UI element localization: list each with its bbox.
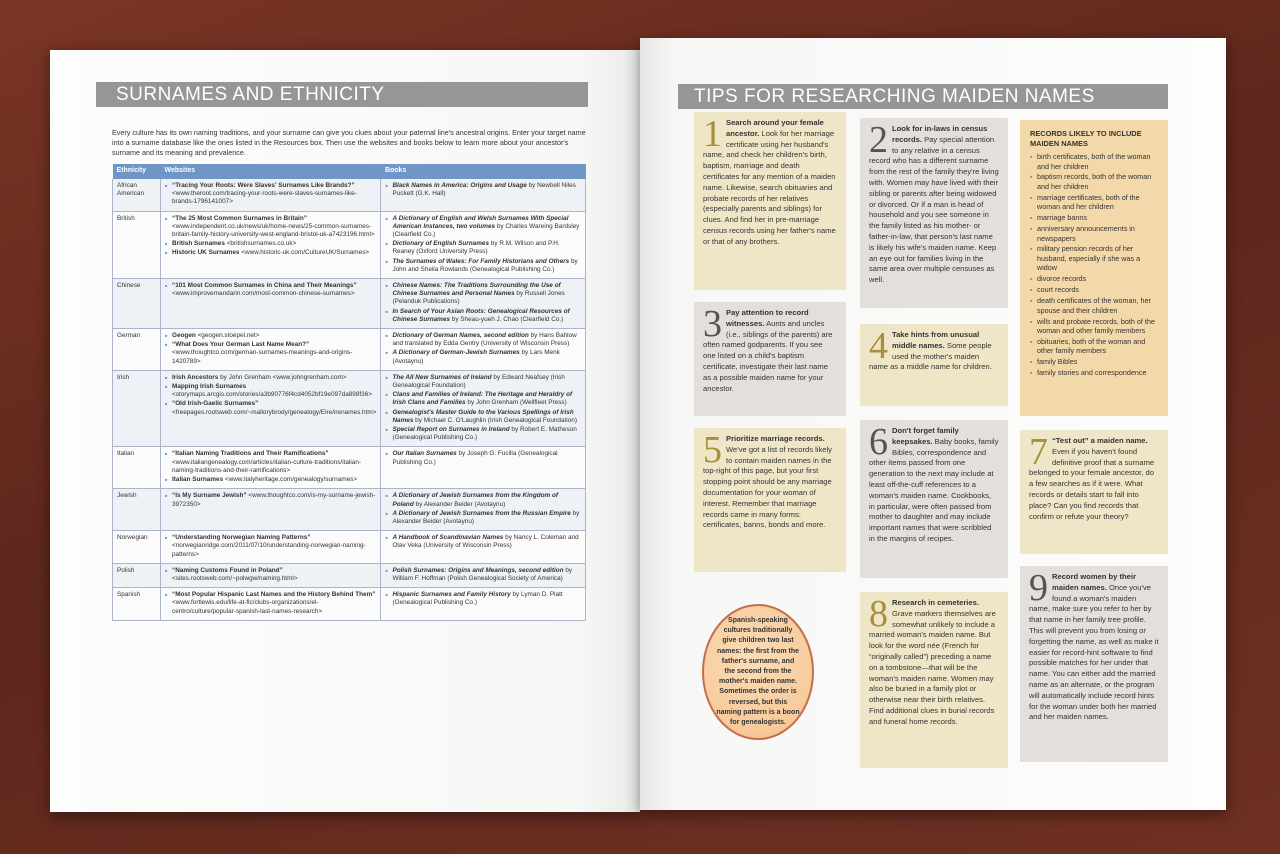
book-entry [385, 426, 581, 442]
website-title: Irish Ancestors [172, 373, 219, 381]
books-list [385, 534, 581, 550]
website-title: “Understanding Norwegian Naming Patterns” [172, 534, 311, 542]
book-title: A Dictionary of German-Jewish Surnames [392, 349, 520, 357]
records-item: ■ obituaries, both of the woman and other family members [1030, 337, 1158, 356]
book-entry [385, 374, 581, 390]
tip-title: Pay attention to record witnesses. [726, 308, 809, 328]
section-banner-tips: TIPS FOR RESEARCHING MAIDEN NAMES [678, 84, 1168, 109]
ethnicity-cell: Irish [113, 370, 161, 447]
books-cell [381, 279, 586, 329]
tip-body: Grave markers themselves are somewhat unlikely to include a married woman's maiden name. But look for the word née (French for “originally called”) preceding a name on a tombstone—that will be the woman's maiden name. Women may also be buried in a family plot or otherwise near their birth relatives. Find additional clues in burial records and funeral home records. [869, 608, 996, 726]
book-title: Dictionary of German Names, second edition [392, 332, 529, 340]
website-detail: <www.thoughtco.com/is-my-surname-jewish-3972350> [172, 492, 376, 508]
website-title: “What Does Your German Last Name Mean?” [172, 341, 310, 349]
tip-box-1 [694, 112, 846, 290]
books-cell [381, 531, 586, 564]
tip-body: Look for her marriage certificate using her husband's name, and check her children's birth, baptism, marriage and death certificates for any mention of a maiden name. Likewise, search obituaries and probate records of her relatives (especially parents and siblings) for clues. And find her in pre-marriage census records using her father's name or that of any brothers. [703, 128, 836, 246]
records-item: ■ family Bibles [1030, 357, 1158, 367]
table-row [113, 179, 586, 211]
book-title: A Dictionary of Jewish Surnames from the Russian Empire [392, 509, 571, 517]
book-entry [385, 409, 581, 425]
ethnicity-cell: Polish [113, 563, 161, 587]
tip-number: 1 [703, 113, 722, 155]
ethnicity-cell: British [113, 211, 161, 278]
websites-cell [161, 563, 381, 587]
websites-cell [161, 531, 381, 564]
website-entry [165, 341, 376, 366]
website-detail: <sites.rootsweb.com/~polwgw/naming.html> [172, 574, 298, 582]
records-item: ■ wills and probate records, both of the woman and other family members [1030, 317, 1158, 336]
book-detail: by Joseph G. Fucilla (Genealogical Publishing Co.) [392, 450, 558, 466]
website-title: Mapping Irish Surnames [172, 383, 247, 391]
websites-list [165, 492, 376, 508]
tip-body: Aunts and uncles (i.e., siblings of the parents) are often named godparents. If you see one listed on a child's baptism certificate, investigate their last name as a possible maiden name for your ancestor. [703, 318, 833, 393]
website-detail: <freepages.rootsweb.com/~mallorybrody/genealogy/Eire/irenames.htm> [172, 408, 377, 416]
intro-paragraph: Every culture has its own naming traditions, and your surname can give you clues about your paternal line's ancestral origins. Enter your target name into a surname database like the ones listed in the Resources box. Then use the websites and books below to learn more about your ancestor's surname and its meaning and prevalence. [112, 128, 586, 157]
tip-number: 2 [869, 119, 888, 161]
books-list [385, 332, 581, 366]
records-item: ■ birth certificates, both of the woman and her children [1030, 152, 1158, 171]
book-detail: by Robert E. Matheson (Genealogical Publishing Co.) [392, 426, 577, 442]
surnames-table [112, 164, 586, 621]
book-entry [385, 258, 581, 274]
book-detail: by Russell Jones (Pelanduk Publications) [392, 290, 565, 306]
book-entry [385, 332, 581, 348]
website-detail: <www.improvemandarin.com/most-common-chinese-surnames> [172, 290, 355, 298]
table-row [113, 279, 586, 329]
book-entry [385, 391, 581, 407]
table-row [113, 370, 586, 447]
websites-list [165, 282, 376, 298]
book-title: Genealogist's Master Guide to the Various Spellings of Irish Names [392, 408, 574, 424]
books-list [385, 492, 581, 526]
book-entry [385, 510, 581, 526]
tip-box-4 [860, 324, 1008, 406]
records-item: ■ divorce records [1030, 274, 1158, 284]
tip-box-3 [694, 302, 846, 416]
tip-title: Look for in-laws in census records. [892, 124, 988, 144]
website-title: “Tracing Your Roots: Were Slaves' Surnames Like Brands?” [172, 182, 355, 189]
book-detail: by R.M. Wilson and P.H. Reaney (Oxford University Press) [392, 240, 560, 256]
tip-body: Once you've found a woman's maiden name, make sure you refer to her by that name in her family tree profile. This will prevent you from losing or forgetting the name, as well as make it easier for record-hint software to find possible matches for her under that name. You can either add the married name as an alternate, or the program will automatically include record hints for the woman under both her married and her maiden names. [1029, 582, 1159, 722]
records-list [1030, 152, 1158, 378]
websites-cell [161, 279, 381, 329]
website-detail: <storymaps.arcgis.com/stories/a3b90776f4cd4052bf19e097da898f36> [172, 391, 373, 399]
books-list [385, 282, 581, 324]
websites-cell [161, 329, 381, 371]
website-title: “Old Irish-Gaelic Surnames” [172, 400, 259, 408]
records-item: ■ anniversary announcements in newspapers [1030, 224, 1158, 243]
website-entry [165, 374, 376, 382]
book-entry [385, 349, 581, 365]
tip-title: Research in cemeteries. [892, 598, 979, 607]
website-title: Historic UK Surnames [172, 249, 240, 257]
table-row [113, 563, 586, 587]
books-cell [381, 211, 586, 278]
books-list [385, 450, 581, 466]
website-title: “Naming Customs Found in Poland” [172, 566, 283, 574]
tip-title: Prioritize marriage records. [726, 434, 825, 443]
website-entry [165, 492, 376, 508]
book-entry [385, 567, 581, 583]
book-entry [385, 240, 581, 256]
websites-list [165, 567, 376, 583]
book-entry [385, 182, 581, 198]
book-title: Our Italian Surnames [392, 450, 457, 458]
book-detail: by Alexander Beider (Avotaynu) [392, 509, 580, 525]
website-detail: <www.italyheritage.com/genealogy/surnames> [223, 476, 358, 484]
website-title: “Italian Naming Traditions and Their Ramifications” [172, 450, 329, 458]
records-heading: RECORDS LIKELY TO INCLUDE MAIDEN NAMES [1030, 129, 1142, 148]
websites-list [165, 374, 376, 417]
tip-box-7 [1020, 430, 1168, 554]
website-title: “Is My Surname Jewish” [172, 492, 247, 500]
ethnicity-cell: Italian [113, 447, 161, 489]
website-entry [165, 240, 376, 248]
website-entry [165, 476, 376, 484]
website-entry [165, 332, 376, 340]
book-entry [385, 591, 581, 607]
websites-cell [161, 179, 381, 211]
book-entry [385, 282, 581, 307]
books-list [385, 567, 581, 583]
books-cell [381, 563, 586, 587]
book-title: Dictionary of English Surnames [392, 240, 490, 248]
websites-cell [161, 447, 381, 489]
records-item: ■ marriage banns [1030, 213, 1158, 223]
table-row [113, 531, 586, 564]
records-item: ■ family stories and correspondence [1030, 368, 1158, 378]
tip-title: Don't forget family keepsakes. [892, 426, 959, 446]
website-title: “101 Most Common Surnames in China and Their Meanings” [172, 282, 357, 290]
books-cell [381, 447, 586, 489]
book-detail: by Lars Menk (Avotaynu) [392, 349, 560, 365]
header-websites: Websites [161, 164, 381, 179]
ethnicity-cell: Chinese [113, 279, 161, 329]
book-detail: by Hans Bahlow and translated by Edda Gentry (University of Wisconsin Press) [392, 332, 577, 348]
website-entry [165, 249, 376, 257]
tip-body: We've got a list of records likely to contain maiden names in the top-right of this page, but your first stopping point should be any marriage documentation for your woman of interest. Remember that marriage records came in many forms: certificates, banns, bonds and more. [703, 444, 832, 530]
books-list [385, 591, 581, 607]
website-title: British Surnames [172, 240, 225, 248]
table-row [113, 211, 586, 278]
table-row [113, 489, 586, 531]
book-detail: by John Grenham (Wellfleet Press) [465, 399, 567, 407]
websites-list [165, 215, 376, 258]
book-detail: by Newbell Niles Puckett (G.K. Hall) [392, 182, 576, 198]
header-ethnicity: Ethnicity [113, 164, 161, 179]
book-detail: by Charles Wareing Bardsley (Clearfield Co.) [392, 222, 580, 239]
table-row [113, 588, 586, 621]
websites-list [165, 591, 376, 616]
website-entry [165, 282, 376, 298]
website-entry [165, 215, 376, 240]
website-detail: by John Grenham <www.johngrenham.com> [218, 373, 347, 381]
tip-number: 7 [1029, 431, 1048, 473]
header-books: Books [381, 164, 586, 179]
books-cell [381, 329, 586, 371]
ethnicity-cell: Jewish [113, 489, 161, 531]
website-entry [165, 591, 376, 616]
website-title: Geogen [172, 332, 196, 340]
book-title: A Dictionary of English and Welsh Surnames With Special American Instances, two volumes [392, 214, 569, 230]
website-detail: <www.historic-uk.com/CultureUK/Surnames> [239, 249, 370, 257]
website-entry [165, 383, 376, 399]
books-list [385, 215, 581, 274]
records-item: ■ court records [1030, 285, 1158, 295]
tip-number: 5 [703, 429, 722, 471]
book-title: Chinese Names: The Traditions Surrounding the Use of Chinese Surnames and Personal Names [392, 282, 561, 298]
tip-box-9 [1020, 566, 1168, 762]
book-detail: by Nancy L. Coleman and Olav Veka (University of Wisconsin Press) [392, 534, 579, 550]
tip-title: “Test out” a maiden name. [1052, 436, 1148, 445]
spanish-names-callout [702, 604, 814, 740]
website-detail: <geogen.stoepel.net> [195, 332, 260, 340]
table-row [113, 447, 586, 489]
websites-cell [161, 588, 381, 621]
tip-title: Search around your female ancestor. [726, 118, 824, 138]
book-entry [385, 308, 581, 324]
ethnicity-cell: German [113, 329, 161, 371]
book-entry [385, 215, 581, 240]
website-title: “The 25 Most Common Surnames in Britain” [172, 214, 307, 222]
tip-body: Pay special attention to any relative in a census record who has a different surname from the rest of the family they're living with. Women may have lived with their sibling or parents after being widowed or divorced. Or if a man is head of household and you see someone in the family listed as his mother- or father-in-law, that person's last name is likely his wife's maiden name. Keep an eye out for families living in the same area over multiple censuses as well. [869, 134, 999, 285]
tip-box-6 [860, 420, 1008, 578]
ethnicity-cell: African American [113, 179, 161, 211]
book-title: Black Names in America: Origins and Usage [392, 182, 527, 189]
book-detail: by Edward Neafsey (Irish Genealogical Foundation) [392, 373, 565, 390]
book-detail: by Michael C. O'Laughlin (Irish Genealogical Foundation) [413, 416, 577, 424]
websites-cell [161, 211, 381, 278]
book-detail: by Alexander Beider (Avotaynu) [413, 500, 506, 508]
tip-number: 6 [869, 421, 888, 463]
website-entry [165, 182, 376, 207]
websites-cell [161, 489, 381, 531]
table-header-row [113, 164, 586, 179]
records-item: ■ baptism records, both of the woman and her children [1030, 172, 1158, 191]
ethnicity-cell: Norwegian [113, 531, 161, 564]
tip-number: 3 [703, 303, 722, 345]
book-entry [385, 534, 581, 550]
tip-title: Record women by their maiden names. [1052, 572, 1136, 592]
book-detail: by William F. Hoffman (Polish Genealogical Society of America) [392, 566, 573, 582]
website-entry [165, 450, 376, 475]
book-title: A Dictionary of Jewish Surnames from the Kingdom of Poland [392, 492, 559, 508]
records-item: ■ death certificates of the woman, her spouse and their children [1030, 296, 1158, 315]
book-title: The All New Surnames of Ireland [392, 373, 492, 381]
book-title: In Search of Your Asian Roots: Genealogical Resources of Chinese Surnames [392, 307, 570, 323]
website-entry [165, 400, 376, 416]
books-list [385, 182, 581, 198]
section-banner-surnames: SURNAMES AND ETHNICITY [96, 82, 588, 107]
book-title: Special Report on Surnames in Ireland [392, 426, 510, 434]
ethnicity-cell: Spanish [113, 588, 161, 621]
tip-body: Even if you haven't found definitive proof that a surname belonged to your female ancestor, do a few searches as if it were. What records or details start to fall into place? Can you find records that confirm or refute your theory? [1029, 446, 1155, 521]
websites-list [165, 450, 376, 484]
tip-box-2 [860, 118, 1008, 308]
callout-text: Spanish-speaking cultures traditionally give children two last names: the first from the father's surname, and the second from the mother's maiden name. Sometimes the order is reversed, but this naming pattern is a boon for genealogists. [716, 616, 800, 726]
website-title: “Most Popular Hispanic Last Names and the History Behind Them” [172, 591, 376, 599]
tip-number: 9 [1029, 567, 1048, 609]
book-title: Polish Surnames: Origins and Meanings, second edition [392, 566, 564, 574]
websites-list [165, 182, 376, 207]
books-list [385, 374, 581, 443]
website-detail: <britishsurnames.co.uk> [224, 240, 297, 248]
tip-body: Some people used the mother's maiden name as a middle name for children. [869, 340, 992, 372]
websites-list [165, 332, 376, 366]
tip-box-8 [860, 592, 1008, 768]
book-entry [385, 450, 581, 466]
book-title: The Surnames of Wales: For Family Historians and Others [392, 257, 570, 265]
website-entry [165, 534, 376, 559]
tip-number: 8 [869, 593, 888, 635]
records-box [1020, 120, 1168, 416]
book-title: Clans and Families of Ireland: The Heritage and Heraldry of Irish Clans and Families [392, 391, 573, 407]
website-detail: <www.fortlewis.edu/life-at-flc/clubs-organizations/el-centro/culture/popular-spanish-last-names-research> [172, 599, 323, 615]
website-detail: <www.italiangenealogy.com/articles/italian-culture-traditions/italian-naming-traditions-and-their-ramifications> [172, 458, 362, 474]
table-row [113, 329, 586, 371]
website-title: Italian Surnames [172, 476, 224, 484]
book-entry [385, 492, 581, 508]
book-detail: by John and Sheila Rowlands (Genealogical Publishing Co.) [392, 257, 578, 273]
tip-body: Baby books, family Bibles, correspondence and other items passed from one generation to the next may include at least off-the-cuff references to a woman's maiden name. Cookbooks, in particular, were often passed from mother to daughter and may include important names that were scribbled in the margins of recipes. [869, 436, 999, 543]
books-cell [381, 489, 586, 531]
book-title: Hispanic Surnames and Family History [392, 591, 511, 599]
book-title: A Handbook of Scandinavian Names [392, 534, 504, 542]
website-detail: <www.thoughtco.com/german-surnames-meanings-and-origins-1420789> [172, 349, 353, 365]
records-item: ■ marriage certificates, both of the woman and her children [1030, 193, 1158, 212]
tip-box-5 [694, 428, 846, 572]
book-detail: by Sheau-yueh J. Chao (Clearfield Co.) [449, 315, 564, 323]
book-detail: by Lyman D. Platt (Genealogical Publishing Co.) [392, 591, 563, 607]
books-cell [381, 370, 586, 447]
books-cell [381, 588, 586, 621]
websites-list [165, 534, 376, 559]
website-detail: <www.theroot.com/tracing-your-roots-were-slaves-surnames-like-brands-1796141007> [172, 190, 357, 206]
website-entry [165, 567, 376, 583]
tip-title: Take hints from unusual middle names. [892, 330, 980, 350]
websites-cell [161, 370, 381, 447]
tip-number: 4 [869, 325, 888, 367]
website-detail: <www.independent.co.uk/news/uk/home-news/25-common-surnames-britain-family-history-university-west-england-bristol-uk-a7423196.html> [172, 222, 375, 239]
records-item: ■ military pension records of her husband, especially if she was a widow [1030, 244, 1158, 273]
website-detail: <norwegianridge.com/2011/07/10/understanding-norwegian-naming-patterns> [172, 542, 366, 558]
books-cell [381, 179, 586, 211]
